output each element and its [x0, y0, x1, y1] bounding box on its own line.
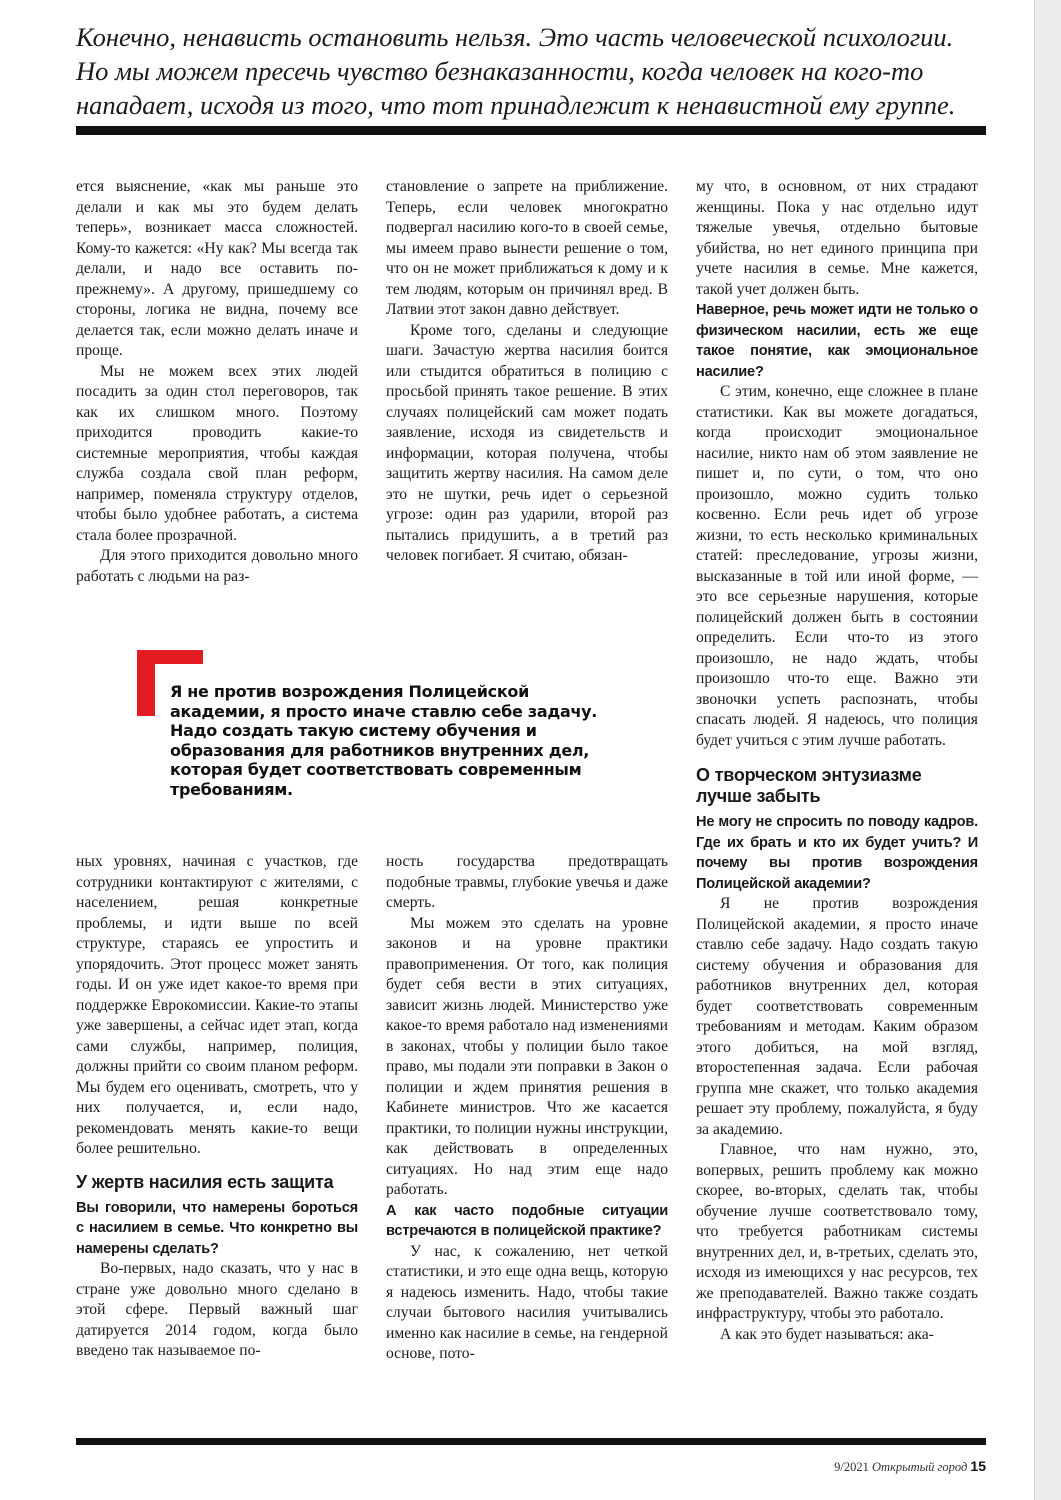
interview-question: А как часто подобные ситуации встречаются в полицейской практике?	[386, 1202, 668, 1239]
section-heading: О творческом энтузиазме лучше забыть	[696, 765, 922, 806]
paragraph: ется выяснение, «как мы раньше это делали и как мы это будем делать теперь», возникает масса сложностей. Кому-то кажется: «Ну как? Мы всегда так делали, и надо все оставить по-прежнему». А другому, пришедшему со стороны, логика не видна, почему все делается так, если можно делать иначе и проще.	[76, 178, 358, 359]
paragraph: Мы можем это сделать на уровне законов и на уровне практики правоприменения. От того, как полиция будет себя вести в этих ситуациях, зависит жизнь людей. Министерство уже какое-то время работало над изменениями в законах, чтобы у полиции было такое право, мы подали эти поправки в Закон о полиции и ждем принятия решения в Кабинете министров. Что же касается практики, то полиции нужны инструкции, как действовать в определенных ситуациях. Но над этим еще надо работать.	[386, 914, 668, 1198]
intro-quote-line-1: Конечно, ненависть остановить нельзя. Это часть человеческой психологии.	[76, 22, 954, 52]
header-rule	[76, 126, 986, 135]
paragraph: становление о запрете на приближение. Теперь, если человек многократно подвергал насилию кого-то в своей семье, мы имеем право вынести решение о том, что он не может приближаться к дому и к тем людям, которым он причинял вред. В Латвии этот закон давно действует.	[386, 178, 668, 318]
paragraph: ных уровнях, начиная с участков, где сотрудники контактируют с жителями, с населением, решая конкретные проблемы, и идти выше по всей структуре, стараясь ее упростить и упорядочить. Этот процесс может занять годы. И он уже идет какое-то время при поддержке Еврокомиссии. Какие-то этапы уже завершены, а сейчас идет этап, когда сами службы, например, полиция, должны прийти со своим планом реформ. Мы будем его оценивать, смотреть, что у них получается, и, если надо, рекомендовать менять какие-то вещи более решительно.	[76, 853, 358, 1157]
column-1-bottom	[76, 852, 358, 1362]
interview-question: Не могу не спросить по поводу кадров. Где их брать и кто их будет учить? И почему вы против возрождения Полицейской академии?	[696, 814, 978, 892]
intro-quote-line-3: нападает, исходя из того, что тот принадлежит к ненавистной ему группе.	[76, 90, 956, 120]
issue-number: 9/2021	[834, 1460, 869, 1474]
paragraph: С этим, конечно, еще сложнее в плане статистики. Как вы можете догадаться, когда происходит эмоциональное насилие, никто нам об этом заявление не пишет и, по сути, о том, что оно произошло, можно судить только косвенно. Если речь идет об угрозе жизни, то есть несколько криминальных статей: преследование, угрозы жизни, высказанные в той или иной форме, — это все серьезные нарушения, которые полицейский должен быть в состоянии определить. Если что-то из этого произошло, не надо ждать, чтобы произошло что-то еще. Важно эти звоночки успеть распознать, чтобы спасать людей. Я надеюсь, что полиция будет учиться с этим лучше работать.	[696, 383, 978, 749]
page-edge-strip	[1034, 0, 1061, 1500]
paragraph: ность государства предотвращать подобные травмы, глубокие увечья и даже смерть.	[386, 853, 668, 911]
page-number: 15	[970, 1458, 986, 1474]
paragraph: Мы не можем всех этих людей посадить за один стол переговоров, так как их слишком много. Поэтому приходится проводить какие-то системные мероприятия, чтобы каждая служба создала свой план реформ, например, поменяла структуру отделов, чтобы было удобнее работать, а система стала более прозрачной.	[76, 362, 358, 544]
paragraph: му что, в основном, от них страдают женщины. Пока у нас отдельно идут тяжелые увечья, отдельно бытовые убийства, но нет единого принципа при учете насилия в семье. Мне кажется, такой учет должен быть.	[696, 178, 978, 298]
paragraph: Во-первых, надо сказать, что у нас в стране уже довольно много сделано в этой сфере. Первый важный шаг датируется 2014 годом, когда было введено так называемое по-	[76, 1260, 358, 1359]
column-2-bottom	[386, 852, 668, 1365]
paragraph: Главное, что нам нужно, это, вопервых, решить проблему как можно скорее, во-вторых, сделать так, чтобы обучение лучше соответствовало тому, что требуется работникам системы внутренних дел, и, в-третьих, сделать это, исходя из имеющихся у нас ресурсов, тех же преподавателей. Важно также создать инфраструктуру, чтобы это работало.	[696, 1141, 978, 1322]
magazine-name: Открытый город	[872, 1460, 968, 1474]
paragraph: Я не против возрождения Полицейской академии, я просто иначе ставлю себе задачу. Надо создать такую систему обучения и образования для работников внутренних дел, которая будет соответствовать современным требованиям и методам. Каким образом этого добиться, на мой взгляд, второстепенная задача. Если рабочая группа мне скажет, что только академия решает эту проблему, пожалуйста, я буду за академию.	[696, 895, 978, 1138]
paragraph: А как это будет называться: ака-	[720, 1325, 934, 1343]
column-1-top	[76, 177, 358, 587]
footer-rule	[76, 1438, 986, 1445]
paragraph: Кроме того, сделаны и следующие шаги. Зачастую жертва насилия боится или стыдится обратиться в полицию с просьбой принять такое решение. В этих случаях полицейский сам может подать заявление, исходя из свидетельств и информации, которая получена, чтобы защитить жертву насилия. На самом деле это не шутки, речь идет о серьезной угрозе: один раз ударили, второй раз пытались придушить, а в третий раз человек погибает. Я считаю, обязан-	[386, 321, 668, 564]
paragraph: Для этого приходится довольно много работать с людьми на раз-	[76, 547, 358, 585]
intro-quote	[76, 20, 996, 122]
paragraph: У нас, к сожалению, нет четкой статистики, и это еще одна вещь, которую я надеюсь изменить. Надо, чтобы такие случаи бытового насилия учитывались именно как насилие в семье, на гендерной основе, пото-	[386, 1242, 668, 1362]
pull-quote: Я не против возрождения Полицейской академии, я просто иначе ставлю себе задачу. Надо создать такую систему обучения и образования для работников внутренних дел, которая будет соответствовать современным требованиям.	[170, 682, 598, 799]
column-3	[696, 177, 978, 1345]
intro-quote-line-2: Но мы можем пресечь чувство безнаказанности, когда человек на кого-то	[76, 56, 924, 86]
interview-question: Вы говорили, что намерены бороться с насилием в семье. Что конкретно вы намерены сделать?	[76, 1199, 358, 1257]
column-2-top	[386, 177, 668, 567]
section-heading: У жертв насилия есть защита	[76, 1171, 334, 1192]
interview-question: Наверное, речь может идти не только о физическом насилии, есть же еще такое понятие, как эмоциональное насилие?	[696, 302, 978, 380]
page-footer	[780, 1458, 986, 1475]
